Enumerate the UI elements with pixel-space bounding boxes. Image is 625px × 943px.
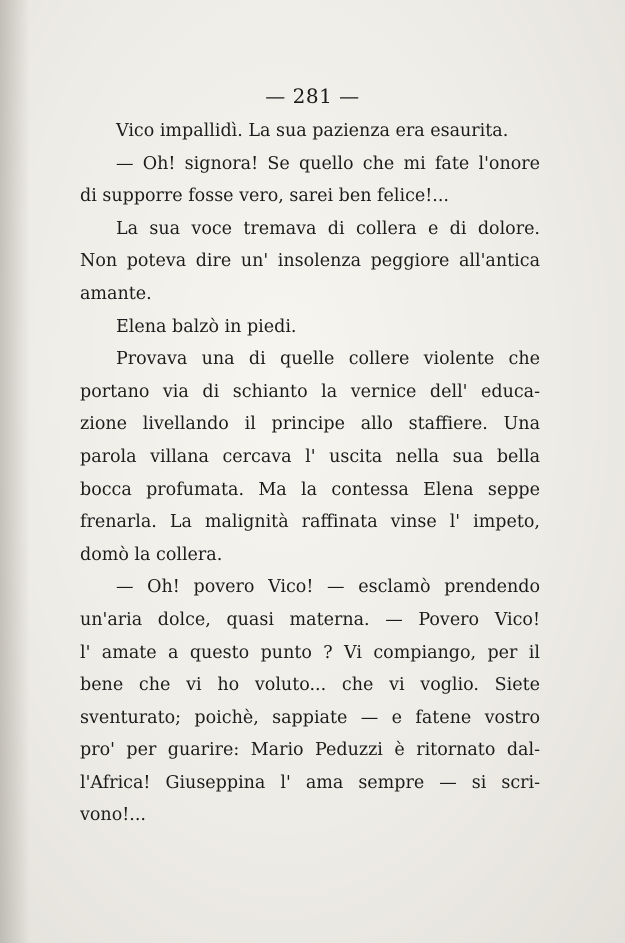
text-line: frenarla. La malignità raffinata vinse l' impeto,: [80, 512, 540, 533]
text-line: — Oh! povero Vico! — esclamò prendendo: [116, 577, 540, 598]
paragraph-1: [80, 115, 540, 148]
text-line: l'Africa! Giuseppina l' ama sempre — si scri-: [80, 772, 540, 793]
text-line: vono!...: [80, 805, 146, 826]
body-text: [80, 115, 540, 832]
text-line: Provava una di quelle collere violente che: [116, 349, 540, 370]
text-line: zione livellando il principe allo staffiere. Una: [80, 414, 540, 435]
text-line: sventurato; poichè, sappiate — e fatene vostro: [80, 707, 540, 728]
text-line: Elena balzò in piedi.: [116, 316, 297, 337]
text-line: La sua voce tremava di collera e di dolore.: [116, 218, 540, 239]
text-line: l' amate a questo punto ? Vi compiango, per il: [80, 642, 540, 663]
paragraph-4: [80, 311, 540, 344]
text-line: bocca profumata. Ma la contessa Elena seppe: [80, 479, 540, 500]
paragraph-2: [80, 148, 540, 213]
text-line: portano via di schianto la vernice dell' educa-: [80, 381, 540, 402]
paragraph-3: [80, 213, 540, 311]
text-line: bene che vi ho voluto... che vi voglio. Siete: [80, 675, 540, 696]
page-number: — 281 —: [265, 84, 360, 108]
text-line: un'aria dolce, quasi materna. — Povero Vico!: [80, 609, 540, 630]
text-line: Non poteva dire un' insolenza peggiore all'antica: [80, 251, 540, 272]
text-line: parola villana cercava l' uscita nella sua bella: [80, 446, 540, 467]
text-line: domò la collera.: [80, 544, 223, 565]
text-line: — Oh! signora! Se quello che mi fate l'onore: [116, 153, 540, 174]
text-line: pro' per guarire: Mario Peduzzi è ritornato dal-: [80, 740, 540, 761]
text-line: Vico impallidì. La sua pazienza era esaurita.: [116, 121, 509, 141]
text-line: di supporre fosse vero, sarei ben felice!...: [80, 186, 449, 207]
spine-shadow: [0, 0, 30, 943]
paragraph-5: [80, 343, 540, 571]
text-line: amante.: [80, 283, 152, 304]
paragraph-6: [80, 571, 540, 832]
